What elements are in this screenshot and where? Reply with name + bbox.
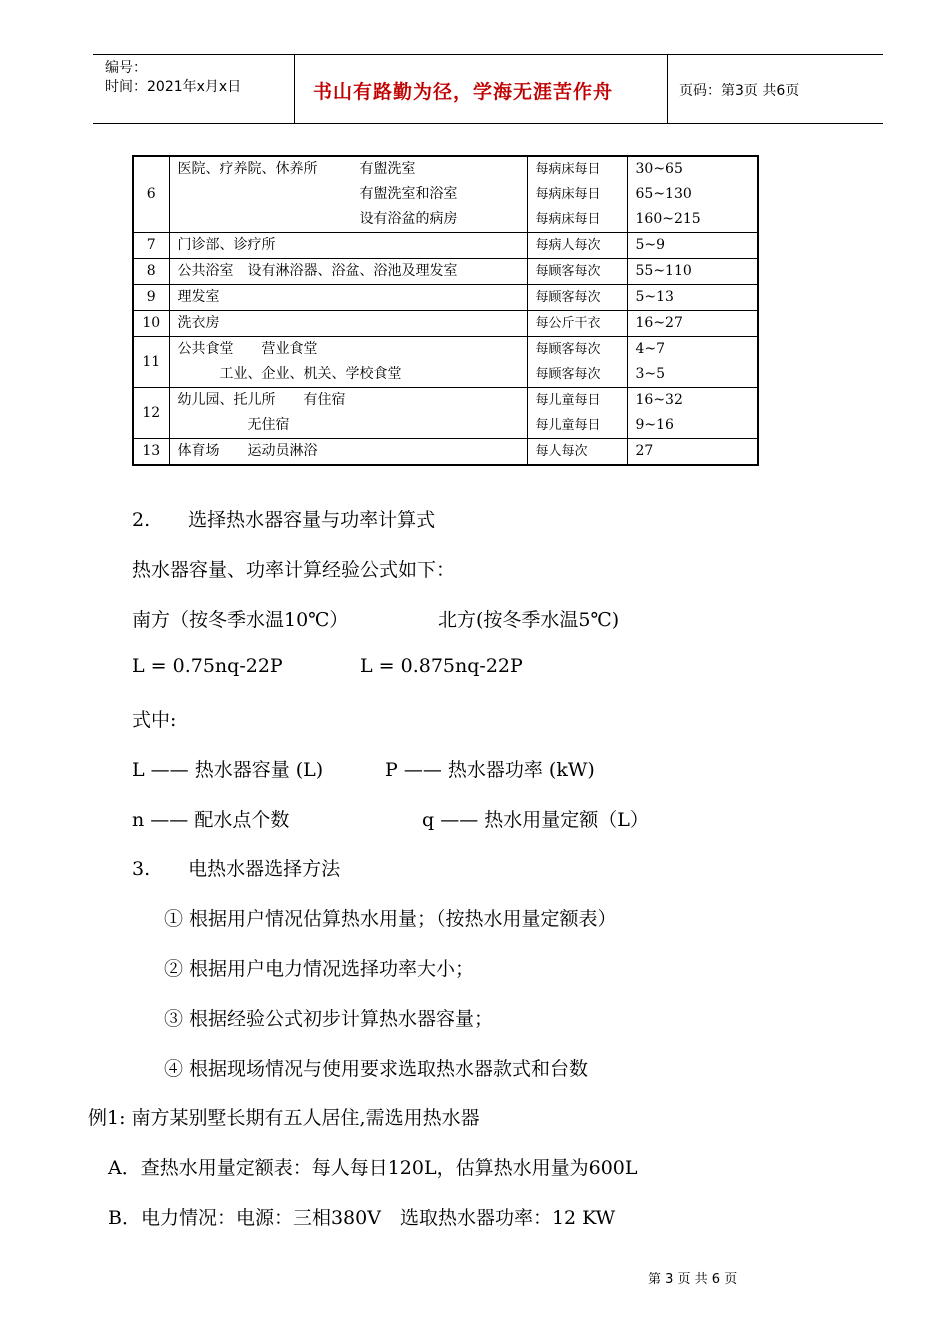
table-row — [133, 337, 758, 388]
row-number-cell — [133, 285, 169, 311]
row-number: 6 — [146, 186, 156, 202]
unit-line: 每病床每日 — [535, 212, 601, 227]
facility-line: 洗衣房 — [177, 315, 220, 331]
row-number: 12 — [142, 404, 161, 421]
quota-value: 16~27 — [635, 315, 683, 331]
row-number-cell — [133, 156, 169, 233]
quota-cell — [627, 337, 758, 388]
quota-cell — [627, 233, 758, 259]
quota-value: 5~9 — [635, 237, 666, 253]
table-row — [133, 156, 758, 233]
header-motto: 书山有路勤为径，学海无涯苦作舟 — [313, 81, 614, 103]
table-row — [133, 285, 758, 311]
number-label: 编号： — [105, 60, 147, 76]
header-divider — [294, 55, 295, 123]
facility-line: 幼儿园、托儿所 有住宿 — [177, 392, 346, 408]
row-number-cell — [133, 337, 169, 388]
unit-line: 每病人每次 — [535, 238, 601, 253]
page-header — [93, 54, 883, 124]
facility-line: 公共食堂 营业食堂 — [177, 341, 318, 357]
unit-cell — [527, 285, 627, 311]
def-P: P —— 热水器功率 (kW) — [385, 759, 595, 781]
unit-line: 每病床每日 — [535, 162, 601, 177]
section-2-intro: 热水器容量、功率计算经验公式如下： — [132, 559, 456, 581]
unit-cell — [527, 259, 627, 285]
facility-line: 医院、疗养院、休养所 有盥洗室 — [177, 161, 416, 177]
quota-value: 160~215 — [635, 211, 701, 227]
table-row — [133, 439, 758, 466]
header-page-number: 页码：第3页 共6页 — [679, 83, 800, 99]
step-1: ① 根据用户情况估算热水用量；（按热水用量定额表） — [164, 908, 617, 930]
table-row — [133, 388, 758, 439]
unit-line: 每儿童每日 — [535, 393, 601, 408]
quota-value: 27 — [635, 443, 654, 459]
unit-cell — [527, 337, 627, 388]
quota-cell — [627, 259, 758, 285]
row-number: 8 — [146, 263, 156, 279]
facility-cell — [169, 285, 527, 311]
row-number: 9 — [146, 289, 156, 305]
facility-cell — [169, 439, 527, 466]
facility-line: 理发室 — [177, 289, 220, 305]
step-2: ② 根据用户电力情况选择功率大小； — [164, 958, 475, 980]
unit-line: 每顾客每次 — [535, 367, 601, 382]
facility-line: 体育场 运动员淋浴 — [177, 443, 318, 459]
facility-line: 公共浴室 设有淋浴器、浴盆、浴池及理发室 — [177, 263, 458, 279]
row-number-cell — [133, 439, 169, 466]
quota-value: 55~110 — [635, 263, 692, 279]
header-divider — [667, 55, 668, 123]
unit-line: 每儿童每日 — [535, 418, 601, 433]
facility-cell — [169, 259, 527, 285]
quota-cell — [627, 156, 758, 233]
quota-value: 16~32 — [635, 392, 683, 408]
unit-cell — [527, 388, 627, 439]
header-meta — [105, 59, 241, 97]
page-footer: 第 3 页 共 6 页 — [648, 1272, 738, 1287]
quota-value: 5~13 — [635, 289, 674, 305]
quota-value: 9~16 — [635, 417, 674, 433]
section-2-title: 2. 选择热水器容量与功率计算式 — [132, 509, 436, 531]
quota-cell — [627, 285, 758, 311]
facility-cell — [169, 156, 527, 233]
def-n: n —— 配水点个数 — [132, 809, 290, 831]
quota-value: 3~5 — [635, 366, 666, 382]
south-label: 南方（按冬季水温10℃） — [132, 609, 349, 631]
unit-line: 每病床每日 — [535, 187, 601, 202]
quota-cell — [627, 388, 758, 439]
unit-cell — [527, 311, 627, 337]
facility-cell — [169, 337, 527, 388]
facility-line: 有盥洗室和浴室 — [177, 186, 458, 202]
step-4: ④ 根据现场情况与使用要求选取热水器款式和台数 — [164, 1058, 589, 1080]
quota-cell — [627, 311, 758, 337]
row-number-cell — [133, 233, 169, 259]
facility-line: 设有浴盆的病房 — [177, 211, 458, 227]
step-3: ③ 根据经验公式初步计算热水器容量； — [164, 1008, 494, 1030]
unit-line: 每顾客每次 — [535, 290, 601, 305]
facility-line: 无住宿 — [177, 417, 290, 433]
facility-line: 工业、企业、机关、学校食堂 — [177, 366, 402, 382]
example-step-a: A．查热水用量定额表：每人每日120L，估算热水用量为600L — [108, 1157, 638, 1179]
table-row — [133, 233, 758, 259]
def-L: L —— 热水器容量 (L) — [132, 759, 324, 781]
unit-line: 每顾客每次 — [535, 342, 601, 357]
row-number-cell — [133, 259, 169, 285]
row-number: 11 — [142, 353, 161, 370]
table-row — [133, 311, 758, 337]
facility-cell — [169, 233, 527, 259]
quota-value: 4~7 — [635, 341, 666, 357]
facility-line: 门诊部、诊疗所 — [177, 237, 276, 253]
row-number: 13 — [142, 443, 161, 459]
row-number: 7 — [146, 237, 156, 253]
example-title: 例1: 南方某别墅长期有五人居住,需选用热水器 — [88, 1107, 480, 1129]
table-row — [133, 259, 758, 285]
def-q: q —— 热水用量定额（L） — [422, 809, 649, 831]
row-number-cell — [133, 311, 169, 337]
unit-cell — [527, 439, 627, 466]
north-formula: L = 0.875nq-22P — [360, 655, 523, 677]
south-formula: L = 0.75nq-22P — [132, 655, 283, 677]
hot-water-quota-table — [132, 155, 759, 466]
quota-value: 30~65 — [635, 161, 683, 177]
facility-cell — [169, 311, 527, 337]
facility-cell — [169, 388, 527, 439]
unit-cell — [527, 233, 627, 259]
time-label: 时间：2021年x月x日 — [105, 79, 242, 95]
example-step-b: B．电力情况：电源：三相380V 选取热水器功率：12 KW — [108, 1207, 616, 1229]
row-number: 10 — [142, 315, 161, 331]
row-number-cell — [133, 388, 169, 439]
section-3-title: 3. 电热水器选择方法 — [132, 858, 341, 880]
unit-cell — [527, 156, 627, 233]
quota-cell — [627, 439, 758, 466]
unit-line: 每公斤干衣 — [535, 316, 601, 331]
unit-line: 每人每次 — [535, 444, 588, 459]
north-label: 北方(按冬季水温5℃) — [438, 609, 620, 631]
where-label: 式中: — [132, 709, 177, 731]
quota-value: 65~130 — [635, 186, 692, 202]
unit-line: 每顾客每次 — [535, 264, 601, 279]
